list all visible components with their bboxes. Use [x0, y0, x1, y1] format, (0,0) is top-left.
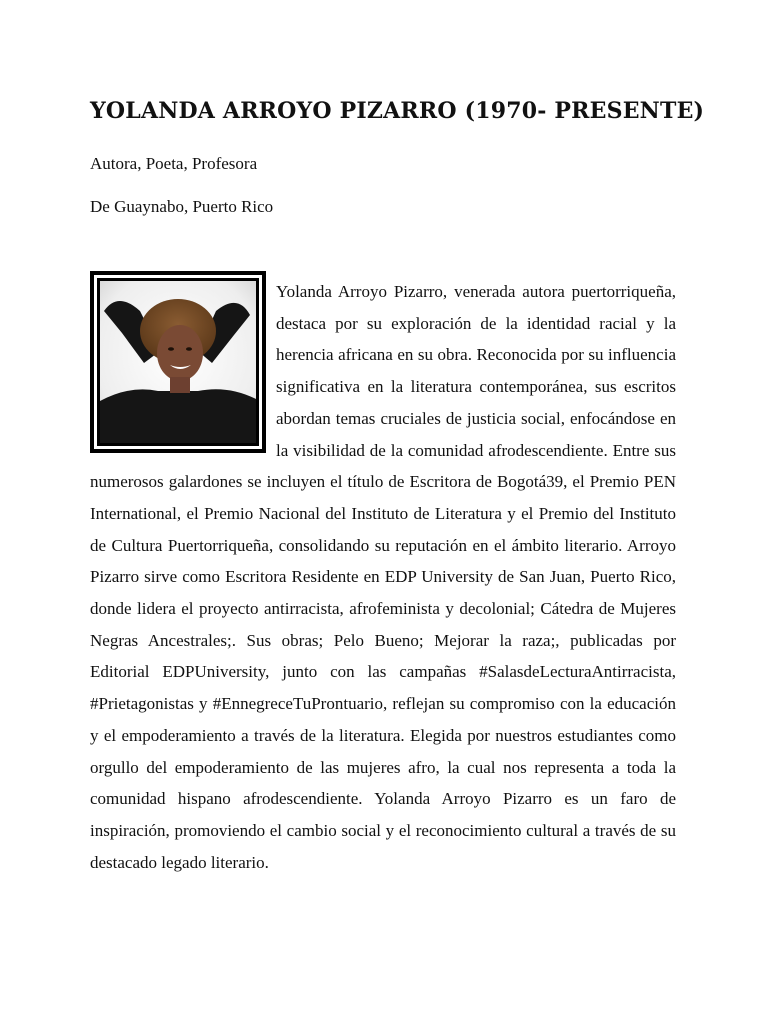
page-title: YOLANDA ARROYO PIZARRO (1970- PRESENTE) [90, 98, 705, 124]
biography-text: Yolanda Arroyo Pizarro, venerada autora puertorriqueña, destaca por su exploración de la identidad racial y la herencia africana en su obra. Reconocida por su influencia significativa en la literatura contemporánea, sus escritos abordan temas cruciales de justicia social, enfocándose en la visibilidad de la comunidad afrodescendiente. Entre sus numerosos galardones se incluyen el título de Escritora de Bogotá39, el Premio PEN International, el Premio Nacional del Instituto de Literatura y el Premio del Instituto de Cultura Puertorriqueña, consolidando su reputación en el ámbito literario. Arroyo Pizarro sirve como Escritora Residente en EDP University de San Juan, Puerto Rico, donde lidera el proyecto antirracista, afrofeminista y decolonial; Cátedra de Mujeres Negras Ancestrales;. Sus obras; Pelo Bueno; Mejorar la raza;, publicadas por Editorial EDPUniversity, junto con las campañas #SalasdeLecturaAntirracista, #Prietagonistas y #EnnegreceTuProntuario, reflejan su compromiso con la educación y el empoderamiento a través de la literatura. Elegida por nuestros estudiantes como orgullo del empoderamiento de las mujeres afro, la cual nos representa a toda la comunidad hispano afrodescendiente. Yolanda Arroyo Pizarro es un faro de inspiración, promoviendo el cambio social y el reconocimiento cultural a través de su destacado legado literario. [90, 282, 676, 872]
portrait-clothing [100, 389, 256, 443]
author-roles: Autora, Poeta, Profesora [90, 154, 258, 173]
biography-section [90, 276, 676, 878]
portrait-face [157, 325, 203, 381]
portrait-photo [100, 281, 256, 443]
author-origin: De Guaynabo, Puerto Rico [90, 197, 274, 216]
portrait-frame [90, 271, 266, 453]
author-portrait [90, 271, 266, 453]
